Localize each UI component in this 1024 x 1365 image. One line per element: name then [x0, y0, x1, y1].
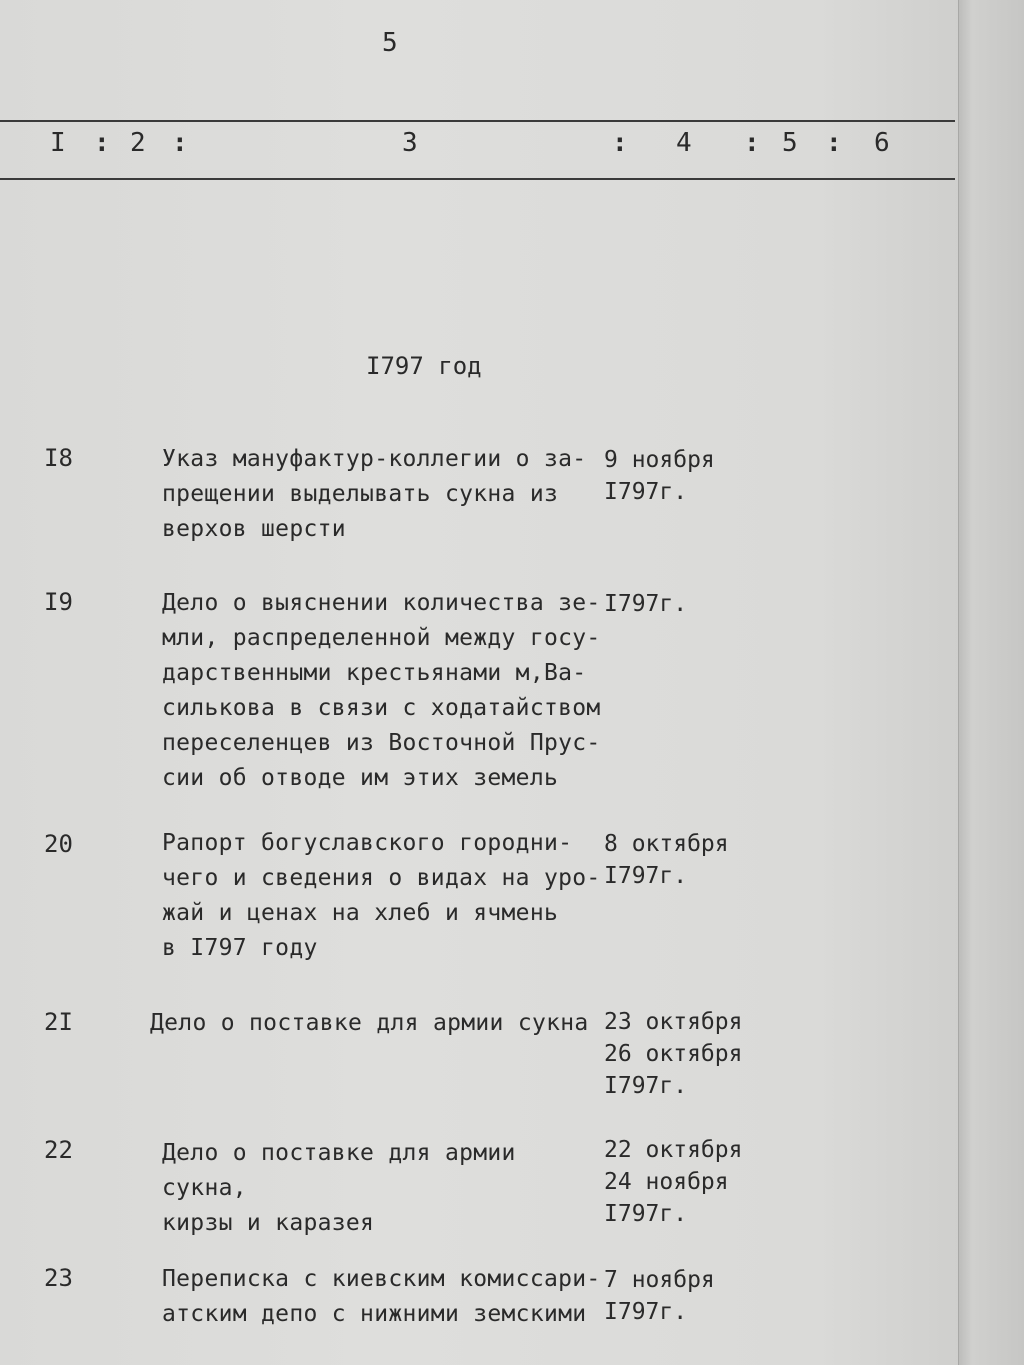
page-number: 5 [382, 28, 399, 58]
column-header-5: 5 [782, 128, 798, 158]
entry-date: 9 ноября I797г. [604, 447, 715, 505]
column-separator: : [612, 128, 628, 158]
entry-number: 22 [44, 1136, 73, 1164]
column-header-4: 4 [676, 128, 692, 158]
entry-date: I797г. [604, 591, 688, 617]
entry-description: Переписка с киевским комиссари- атским депо с нижними земскими [162, 1266, 601, 1327]
entry-number: I8 [44, 444, 73, 472]
column-header-3: 3 [402, 128, 418, 158]
entry-description: Дело о поставке для армии сукна [150, 1010, 589, 1036]
entry-description: Указ мануфактур-коллегии о за- прещении выделывать сукна из верхов шерсти [162, 446, 587, 542]
column-separator: : [744, 128, 760, 158]
entry-number: 23 [44, 1264, 73, 1292]
header-rule-bottom [0, 178, 955, 180]
entry-date: 7 ноября I797г. [604, 1267, 715, 1325]
page-edge [958, 0, 1024, 1365]
column-header-2: 2 [130, 128, 146, 158]
column-header-1: I [50, 128, 66, 158]
entry-description: Рапорт богуславского городни- чего и сведения о видах на уро- жай и ценах на хлеб и ячмень в I797 году [162, 830, 601, 961]
column-header-6: 6 [874, 128, 890, 158]
column-separator: : [826, 128, 842, 158]
entry-description: Дело о выяснении количества зе- мли, распределенной между госу- дарственными крестьянами м,Ва- силькова в связи с ходатайством переселенцев из Восточной Прус- сии об отводе им этих земель [162, 590, 601, 791]
entry-date: 8 октября I797г. [604, 831, 729, 889]
entry-description: Дело о поставке для армии сукна, кирзы и каразея [162, 1140, 516, 1236]
entry-date: 23 октября 26 октября I797г. [604, 1009, 743, 1099]
column-separator: : [94, 128, 110, 158]
header-rule-top [0, 120, 955, 122]
column-separator: : [172, 128, 188, 158]
entry-date: 22 октября 24 ноября I797г. [604, 1137, 743, 1227]
show-through-text-1 [172, 212, 592, 312]
entry-number: 20 [44, 830, 73, 858]
entry-number: 2I [44, 1008, 73, 1036]
year-heading: I797 год [366, 352, 482, 380]
entry-number: I9 [44, 588, 73, 616]
